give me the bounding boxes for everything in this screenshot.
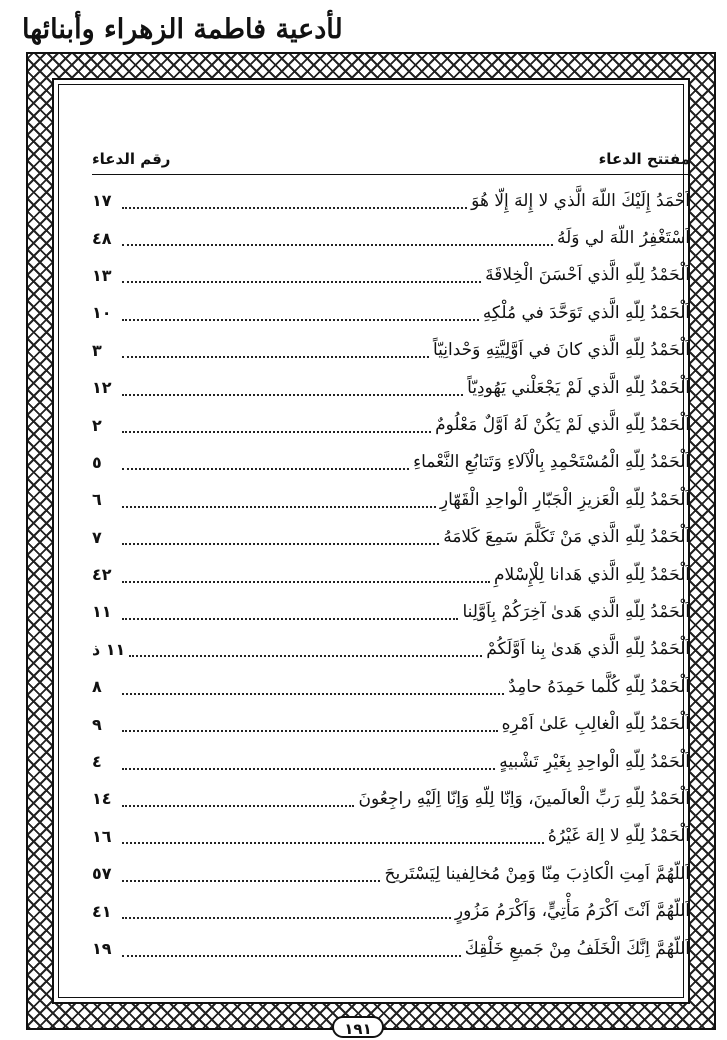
supplication-number: ٤: [92, 752, 102, 772]
supplication-number: ٤١: [92, 901, 112, 921]
index-row: [92, 631, 690, 668]
supplication-number: ٢: [92, 415, 102, 435]
dot-leader: [122, 720, 498, 732]
supplication-opening: اَللّهُمَّ اَمِتِ الْكاذِبَ مِنّا وَمِنْ مُخالِفينا لِيَسْتَريحَ: [384, 863, 690, 884]
page-number: ١٩١: [332, 1016, 384, 1038]
index-rows: [92, 182, 690, 967]
supplication-number: ٥٧: [92, 864, 112, 884]
column-heading-opening: مفتتح الدعاء: [598, 150, 690, 168]
supplication-number: ١٧: [92, 191, 112, 211]
supplication-opening: اَلْحَمْدُ لِلّهِ الَّذي اَحْسَنَ الْخِلاقَةَ: [485, 265, 690, 286]
index-row: [92, 481, 690, 518]
dot-leader: [122, 795, 354, 807]
dot-leader: [122, 945, 461, 957]
column-heading-number: رقم الدعاء: [92, 150, 171, 168]
dot-leader: [122, 458, 409, 470]
running-head: لأدعية فاطمة الزهراء وأبنائها: [22, 14, 343, 45]
supplication-opening: اَلْحَمْدُ لِلّهِ الَّذي تَوَحَّدَ في مُلْكِهِ: [482, 302, 690, 323]
supplication-number: ١١: [92, 602, 112, 622]
dot-leader: [122, 496, 436, 508]
index-row: [92, 705, 690, 742]
dot-leader: [122, 197, 467, 209]
supplication-opening: اَلْحَمْدُ لِلّهِ الَّذي كانَ في اَوَّلِيَّتِهِ وَحْدانِيّاً: [432, 340, 690, 361]
dot-leader: [122, 870, 380, 882]
supplication-opening: اَللّهُمَّ اَنْتَ اَكْرَمُ مَأْتِيٍّ، وَاَكْرَمُ مَزُورٍ: [454, 901, 690, 922]
supplication-opening: اَسْتَغْفِرُ اللّهَ لي وَلَهُ: [557, 228, 690, 249]
supplication-opening: اَلْحَمْدُ لِلّهِ الَّذي هَدىٰ آخِرَكُمْ بِاَوَّلِنا: [462, 601, 690, 622]
supplication-number: ٩: [92, 714, 102, 734]
dot-leader: [122, 309, 479, 321]
supplication-opening: اَلْحَمْدُ لِلّهِ الَّذي مَنْ تَكَلَّمَ سَمِعَ كَلامَهُ: [443, 527, 690, 548]
index-row: [92, 743, 690, 780]
index-row: [92, 519, 690, 556]
supplication-number: ١٦: [92, 826, 112, 846]
dot-leader: [122, 571, 490, 583]
index-row: [92, 332, 690, 369]
supplication-number: ٤٨: [92, 228, 112, 248]
index-row: [92, 930, 690, 967]
supplication-number: ٣: [92, 340, 102, 360]
supplication-opening: اَلْحَمْدُ لِلّهِ الَّذي هَدىٰ بِنا اَوَّلَكُمْ: [486, 639, 690, 660]
supplication-opening: اَلْحَمْدُ لِلّهِ لا اِلهَ غَيْرُهُ: [547, 826, 690, 847]
index-row: [92, 593, 690, 630]
supplication-opening: اَلْحَمْدُ لِلّهِ الْغالِبِ عَلىٰ اَمْرِهِ: [501, 714, 690, 735]
index-table: [92, 150, 690, 970]
supplication-number: ١٩: [92, 939, 112, 958]
supplication-number: ٤٢: [92, 565, 112, 585]
dot-leader: [122, 683, 504, 695]
index-row: [92, 892, 690, 929]
dot-leader: [122, 533, 439, 545]
index-row: [92, 556, 690, 593]
dot-leader: [122, 758, 495, 770]
table-header: [92, 150, 690, 175]
index-row: [92, 369, 690, 406]
dot-leader: [122, 832, 544, 844]
index-row: [92, 818, 690, 855]
index-row: [92, 668, 690, 705]
index-row: [92, 294, 690, 331]
dot-leader: [129, 645, 482, 657]
index-row: [92, 182, 690, 219]
index-row: [92, 444, 690, 481]
index-row: [92, 406, 690, 443]
supplication-opening: اَلْحَمْدُ لِلّهِ الْعَزيزِ الْجَبّارِ الْواحِدِ الْقَهّارِ: [439, 489, 690, 510]
supplication-opening: اَلْحَمْدُ لِلّهِ الْمُسْتَحْمِدِ بِالْآلاءِ وَتَتابُعِ النَّعْماءِ: [413, 452, 690, 473]
supplication-opening: اَلْحَمْدُ لِلّهِ الَّذي هَدانا لِلْإِسْلامِ: [493, 564, 690, 585]
dot-leader: [122, 271, 481, 283]
dot-leader: [122, 421, 431, 433]
dot-leader: [122, 384, 463, 396]
supplication-number: ١١ ذ: [92, 639, 126, 659]
supplication-number: ١٣: [92, 265, 112, 285]
dot-leader: [122, 234, 553, 246]
supplication-opening: اَحْمَدُ إِلَيْكَ اللّهَ الَّذي لا إِلهَ إِلّا هُوَ: [471, 190, 690, 211]
supplication-number: ٧: [92, 527, 102, 547]
supplication-opening: اَلْحَمْدُ لِلّهِ كُلَّما حَمِدَهُ حامِدٌ: [508, 676, 690, 697]
supplication-number: ١٢: [92, 378, 112, 398]
index-row: [92, 219, 690, 256]
dot-leader: [122, 346, 429, 358]
index-row: [92, 257, 690, 294]
supplication-opening: اَلْحَمْدُ لِلّهِ الَّذي لَمْ يَجْعَلْني يَهُودِيّاً: [467, 377, 690, 398]
supplication-number: ٦: [92, 490, 102, 510]
supplication-opening: اَلْحَمْدُ لِلّهِ الَّذي لَمْ يَكُنْ لَهُ اَوَّلٌ مَعْلُومٌ: [435, 415, 690, 436]
dot-leader: [122, 608, 458, 620]
supplication-number: ١٠: [92, 303, 112, 323]
supplication-number: ٨: [92, 677, 102, 697]
dot-leader: [122, 907, 451, 919]
supplication-number: ١٤: [92, 789, 112, 809]
supplication-opening: اَلْحَمْدُ لِلّهِ رَبِّ الْعالَمينَ، وَاِنّا لِلّهِ وَاِنّا اِلَيْهِ راجِعُونَ: [358, 788, 690, 809]
supplication-opening: اَللّهُمَّ اِنَّكَ الْخَلَفُ مِنْ جَميعِ خَلْقِكَ: [464, 938, 690, 959]
supplication-opening: اَلْحَمْدُ لِلّهِ الْواحِدِ بِغَيْرِ تَشْبيهٍ: [499, 751, 690, 772]
index-row: [92, 780, 690, 817]
index-row: [92, 855, 690, 892]
supplication-number: ٥: [92, 452, 102, 472]
